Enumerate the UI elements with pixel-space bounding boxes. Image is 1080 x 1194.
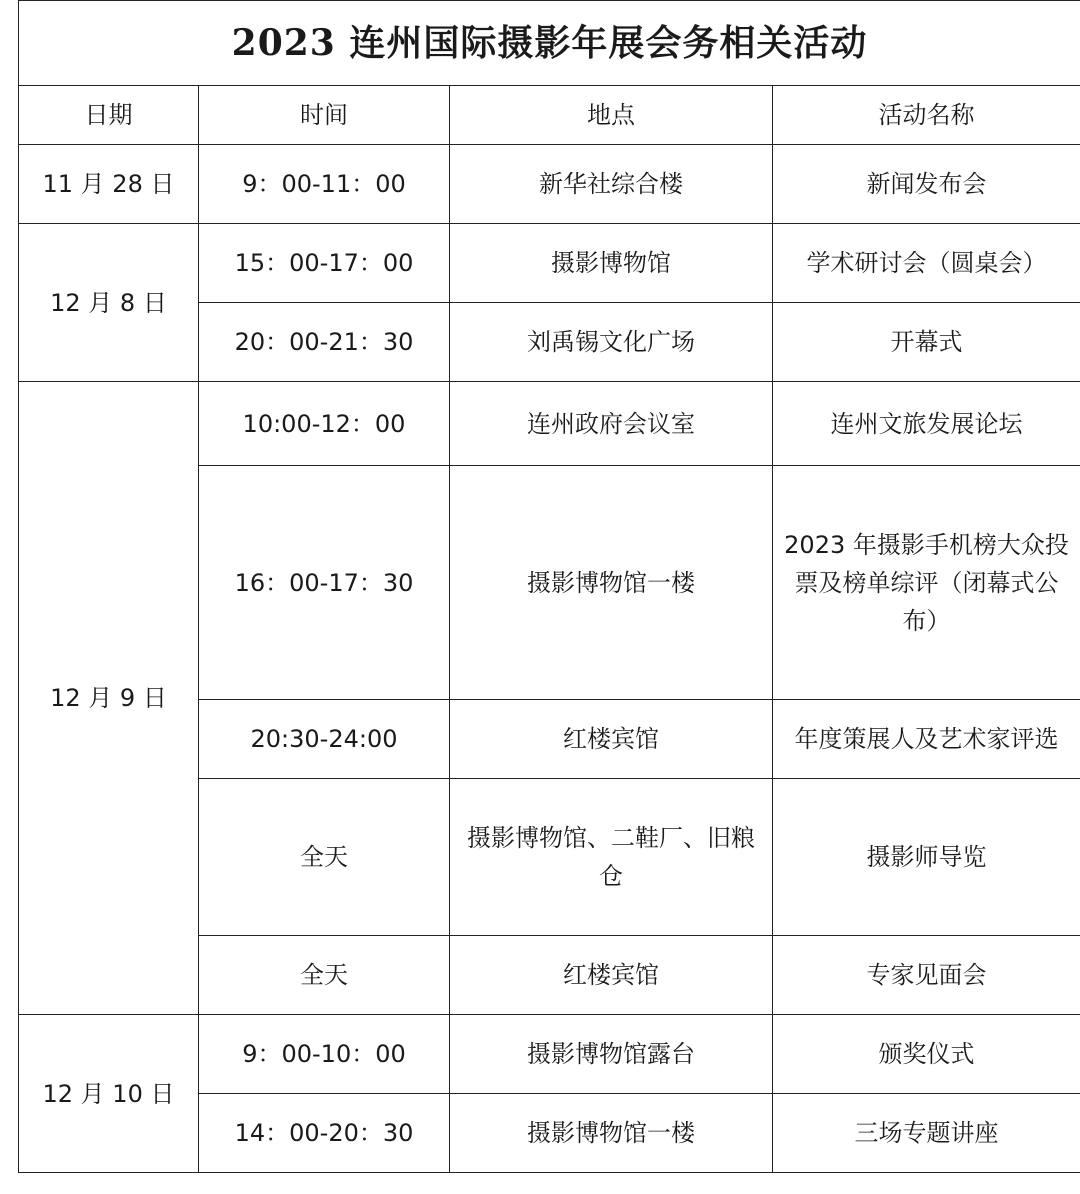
place-cell: 摄影博物馆露台 (450, 1015, 773, 1094)
time-cell: 15：00-17：00 (199, 224, 450, 303)
place-cell: 刘禹锡文化广场 (450, 303, 773, 382)
event-cell: 颁奖仪式 (773, 1015, 1080, 1094)
place-cell: 红楼宾馆 (450, 936, 773, 1015)
header-place: 地点 (450, 86, 773, 145)
schedule-table (18, 0, 1080, 1173)
header-row (19, 86, 1080, 145)
time-cell: 全天 (199, 779, 450, 936)
table-title: 2023 连州国际摄影年展会务相关活动 (19, 1, 1080, 86)
time-cell: 14：00-20：30 (199, 1094, 450, 1173)
date-cell: 12 月 10 日 (19, 1015, 199, 1173)
time-cell: 20:30-24:00 (199, 700, 450, 779)
time-cell: 16：00-17：30 (199, 466, 450, 700)
event-cell: 学术研讨会（圆桌会） (773, 224, 1080, 303)
event-cell: 开幕式 (773, 303, 1080, 382)
event-cell: 连州文旅发展论坛 (773, 382, 1080, 466)
time-cell: 9：00-10：00 (199, 1015, 450, 1094)
event-cell: 2023 年摄影手机榜大众投票及榜单综评（闭幕式公布） (773, 466, 1080, 700)
time-cell: 20：00-21：30 (199, 303, 450, 382)
time-cell: 10:00-12：00 (199, 382, 450, 466)
event-cell: 专家见面会 (773, 936, 1080, 1015)
place-cell: 摄影博物馆一楼 (450, 466, 773, 700)
place-cell: 摄影博物馆、二鞋厂、旧粮仓 (450, 779, 773, 936)
table-row (19, 145, 1080, 224)
date-cell: 12 月 9 日 (19, 382, 199, 1015)
time-cell: 9：00-11：00 (199, 145, 450, 224)
place-cell: 新华社综合楼 (450, 145, 773, 224)
event-cell: 三场专题讲座 (773, 1094, 1080, 1173)
time-cell: 全天 (199, 936, 450, 1015)
place-cell: 摄影博物馆 (450, 224, 773, 303)
place-cell: 摄影博物馆一楼 (450, 1094, 773, 1173)
header-date: 日期 (19, 86, 199, 145)
header-time: 时间 (199, 86, 450, 145)
header-event: 活动名称 (773, 86, 1080, 145)
place-cell: 连州政府会议室 (450, 382, 773, 466)
event-cell: 年度策展人及艺术家评选 (773, 700, 1080, 779)
date-cell: 11 月 28 日 (19, 145, 199, 224)
table-row (19, 224, 1080, 303)
table-row (19, 1015, 1080, 1094)
place-cell: 红楼宾馆 (450, 700, 773, 779)
title-row (19, 1, 1080, 86)
date-cell: 12 月 8 日 (19, 224, 199, 382)
event-cell: 新闻发布会 (773, 145, 1080, 224)
table-row (19, 382, 1080, 466)
event-cell: 摄影师导览 (773, 779, 1080, 936)
